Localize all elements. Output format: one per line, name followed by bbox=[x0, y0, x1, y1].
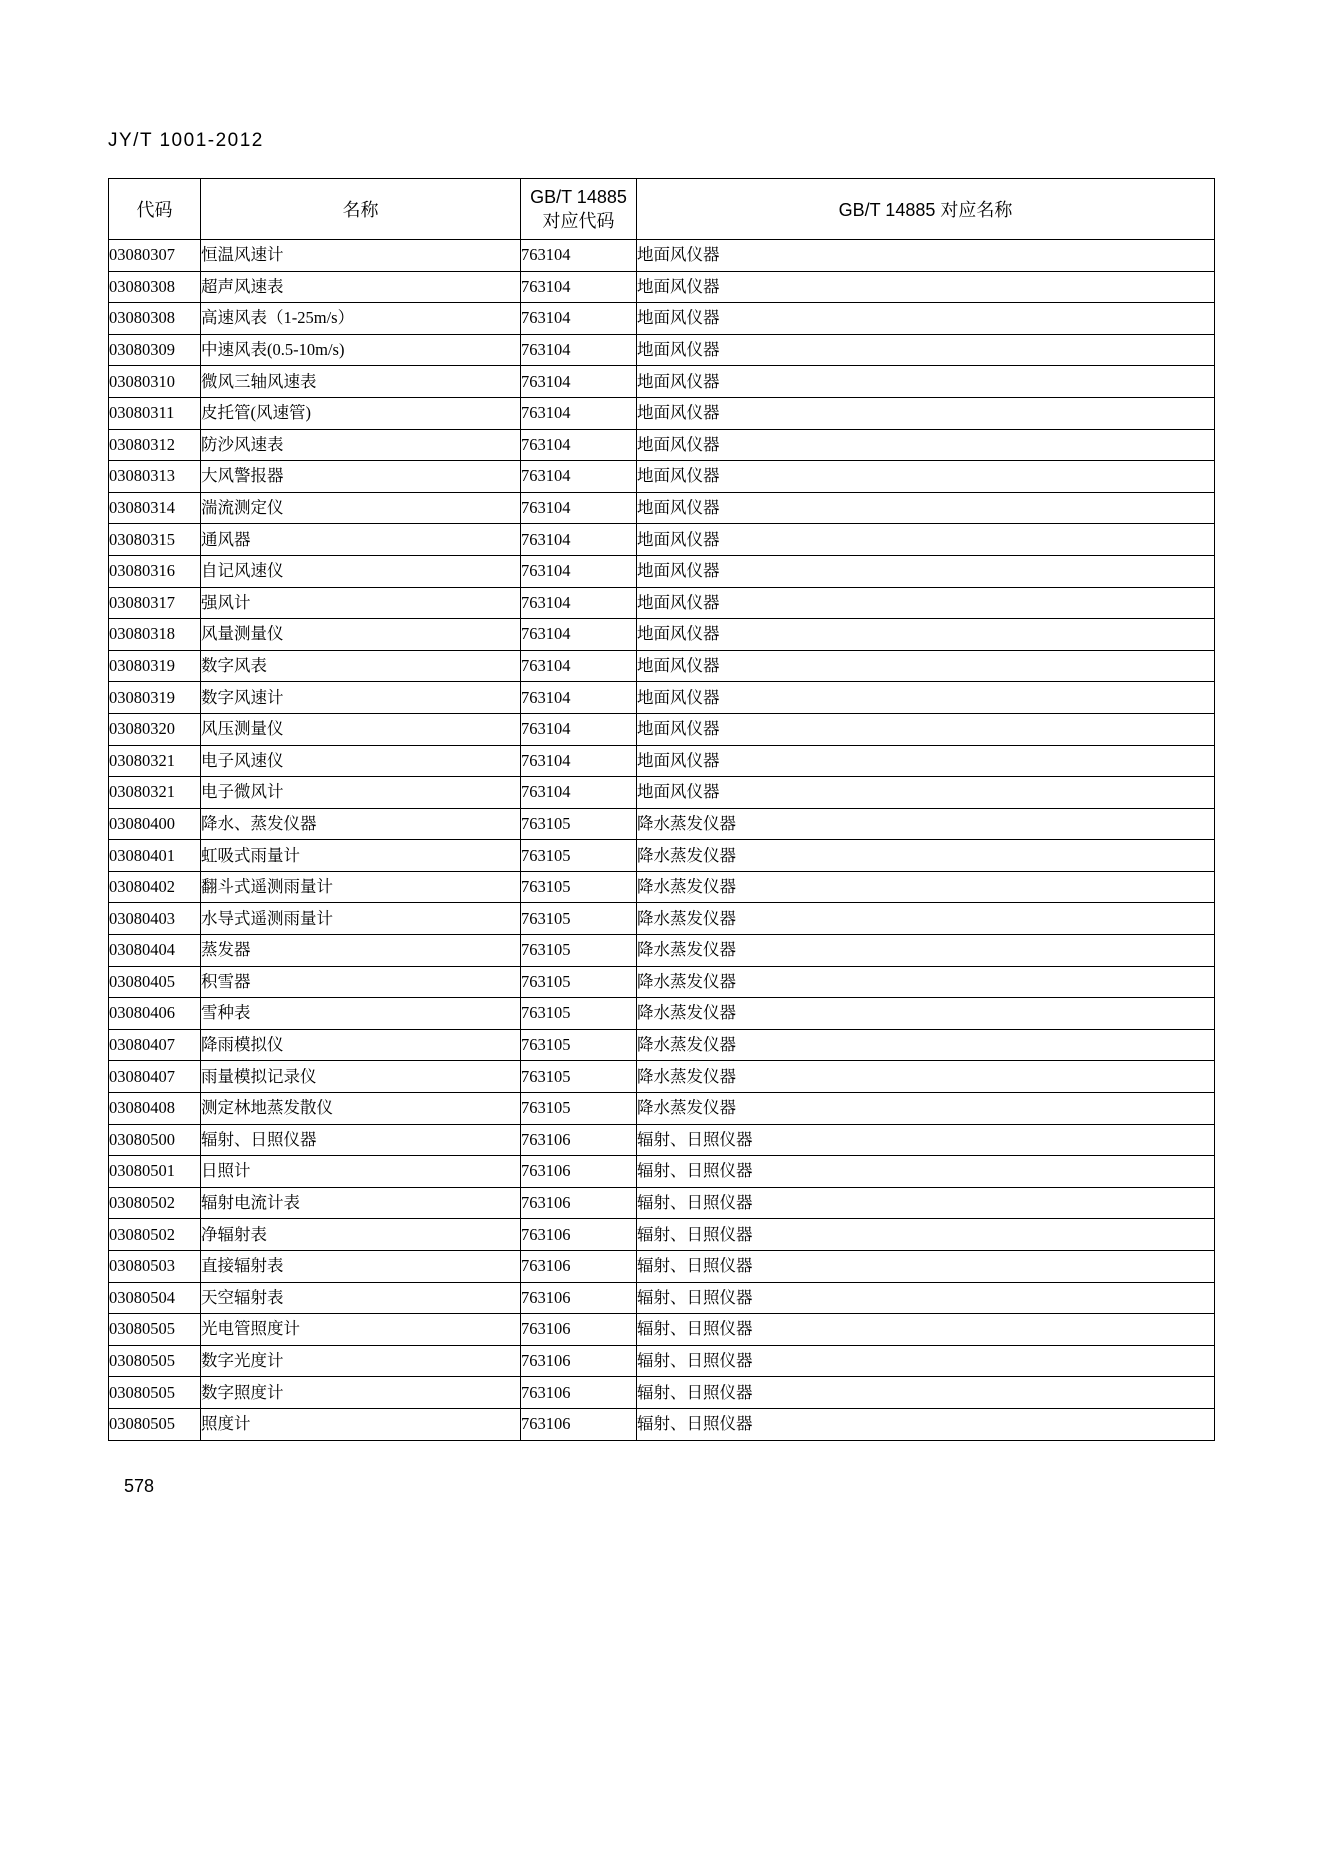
column-header-code: 代码 bbox=[109, 179, 201, 240]
cell-gb-name: 辐射、日照仪器 bbox=[637, 1282, 1215, 1314]
cell-gb-code: 763106 bbox=[521, 1282, 637, 1314]
column-header-gb-code bbox=[521, 179, 637, 240]
cell-gb-code: 763104 bbox=[521, 524, 637, 556]
table-row bbox=[109, 713, 1215, 745]
table-row bbox=[109, 808, 1215, 840]
cell-code: 03080505 bbox=[109, 1345, 201, 1377]
cell-name: 皮托管(风速管) bbox=[201, 397, 521, 429]
table-row bbox=[109, 1314, 1215, 1346]
cell-gb-code: 763106 bbox=[521, 1219, 637, 1251]
table-row bbox=[109, 998, 1215, 1030]
cell-gb-code: 763104 bbox=[521, 682, 637, 714]
table-row bbox=[109, 334, 1215, 366]
cell-code: 03080318 bbox=[109, 619, 201, 651]
cell-code: 03080503 bbox=[109, 1251, 201, 1283]
cell-code: 03080320 bbox=[109, 713, 201, 745]
table-row bbox=[109, 903, 1215, 935]
cell-name: 直接辐射表 bbox=[201, 1251, 521, 1283]
cell-gb-code: 763104 bbox=[521, 713, 637, 745]
cell-name: 天空辐射表 bbox=[201, 1282, 521, 1314]
cell-code: 03080311 bbox=[109, 397, 201, 429]
table-row bbox=[109, 1156, 1215, 1188]
table-row bbox=[109, 682, 1215, 714]
cell-name: 积雪器 bbox=[201, 966, 521, 998]
cell-gb-name: 地面风仪器 bbox=[637, 240, 1215, 272]
cell-name: 微风三轴风速表 bbox=[201, 366, 521, 398]
cell-gb-name: 地面风仪器 bbox=[637, 461, 1215, 493]
cell-gb-name: 地面风仪器 bbox=[637, 334, 1215, 366]
cell-name: 雪种表 bbox=[201, 998, 521, 1030]
cell-code: 03080321 bbox=[109, 777, 201, 809]
cell-gb-name: 辐射、日照仪器 bbox=[637, 1314, 1215, 1346]
cell-code: 03080401 bbox=[109, 840, 201, 872]
column-header-gb-code-line1: GB/T 14885 bbox=[530, 186, 627, 207]
table-row bbox=[109, 271, 1215, 303]
cell-name: 电子微风计 bbox=[201, 777, 521, 809]
table-row bbox=[109, 587, 1215, 619]
cell-gb-name: 地面风仪器 bbox=[637, 397, 1215, 429]
cell-code: 03080307 bbox=[109, 240, 201, 272]
cell-code: 03080321 bbox=[109, 745, 201, 777]
cell-gb-code: 763104 bbox=[521, 366, 637, 398]
table-row bbox=[109, 619, 1215, 651]
table-row bbox=[109, 240, 1215, 272]
table-row bbox=[109, 1251, 1215, 1283]
document-header: JY/T 1001-2012 bbox=[108, 130, 264, 151]
cell-gb-code: 763105 bbox=[521, 840, 637, 872]
cell-gb-name: 地面风仪器 bbox=[637, 492, 1215, 524]
cell-gb-code: 763105 bbox=[521, 1093, 637, 1125]
cell-name: 雨量模拟记录仪 bbox=[201, 1061, 521, 1093]
table-row bbox=[109, 524, 1215, 556]
table-row bbox=[109, 303, 1215, 335]
table-row bbox=[109, 1093, 1215, 1125]
cell-gb-code: 763104 bbox=[521, 271, 637, 303]
cell-gb-code: 763105 bbox=[521, 998, 637, 1030]
cell-gb-code: 763104 bbox=[521, 397, 637, 429]
cell-gb-name: 辐射、日照仪器 bbox=[637, 1408, 1215, 1440]
cell-name: 电子风速仪 bbox=[201, 745, 521, 777]
cell-code: 03080407 bbox=[109, 1061, 201, 1093]
cell-name: 通风器 bbox=[201, 524, 521, 556]
cell-gb-name: 辐射、日照仪器 bbox=[637, 1187, 1215, 1219]
cell-gb-name: 地面风仪器 bbox=[637, 713, 1215, 745]
table-row bbox=[109, 871, 1215, 903]
cell-gb-name: 辐射、日照仪器 bbox=[637, 1124, 1215, 1156]
table-row bbox=[109, 1061, 1215, 1093]
cell-gb-name: 辐射、日照仪器 bbox=[637, 1251, 1215, 1283]
table-row bbox=[109, 1219, 1215, 1251]
cell-gb-name: 降水蒸发仪器 bbox=[637, 1061, 1215, 1093]
cell-code: 03080408 bbox=[109, 1093, 201, 1125]
table-row bbox=[109, 935, 1215, 967]
cell-name: 湍流测定仪 bbox=[201, 492, 521, 524]
cell-gb-code: 763105 bbox=[521, 1029, 637, 1061]
table-row bbox=[109, 461, 1215, 493]
cell-code: 03080504 bbox=[109, 1282, 201, 1314]
cell-name: 数字光度计 bbox=[201, 1345, 521, 1377]
cell-name: 蒸发器 bbox=[201, 935, 521, 967]
cell-name: 降水、蒸发仪器 bbox=[201, 808, 521, 840]
cell-code: 03080400 bbox=[109, 808, 201, 840]
table-row bbox=[109, 1029, 1215, 1061]
table-row bbox=[109, 1187, 1215, 1219]
cell-gb-code: 763104 bbox=[521, 650, 637, 682]
cell-name: 防沙风速表 bbox=[201, 429, 521, 461]
cell-gb-code: 763105 bbox=[521, 808, 637, 840]
cell-gb-name: 辐射、日照仪器 bbox=[637, 1377, 1215, 1409]
cell-code: 03080501 bbox=[109, 1156, 201, 1188]
cell-name: 光电管照度计 bbox=[201, 1314, 521, 1346]
cell-code: 03080315 bbox=[109, 524, 201, 556]
cell-name: 照度计 bbox=[201, 1408, 521, 1440]
cell-gb-code: 763105 bbox=[521, 1061, 637, 1093]
cell-gb-name: 地面风仪器 bbox=[637, 524, 1215, 556]
cell-name: 降雨模拟仪 bbox=[201, 1029, 521, 1061]
cell-gb-name: 地面风仪器 bbox=[637, 650, 1215, 682]
cell-gb-code: 763106 bbox=[521, 1124, 637, 1156]
cell-name: 超声风速表 bbox=[201, 271, 521, 303]
table-row bbox=[109, 1377, 1215, 1409]
table-row bbox=[109, 1345, 1215, 1377]
cell-gb-code: 763104 bbox=[521, 303, 637, 335]
cell-gb-name: 降水蒸发仪器 bbox=[637, 935, 1215, 967]
cell-gb-code: 763105 bbox=[521, 935, 637, 967]
table-row bbox=[109, 1124, 1215, 1156]
cell-gb-code: 763104 bbox=[521, 429, 637, 461]
cell-gb-code: 763106 bbox=[521, 1156, 637, 1188]
column-header-gb-code-line2: 对应代码 bbox=[542, 211, 615, 231]
table-header-row bbox=[109, 179, 1215, 240]
cell-name: 日照计 bbox=[201, 1156, 521, 1188]
cell-code: 03080308 bbox=[109, 303, 201, 335]
cell-gb-code: 763106 bbox=[521, 1314, 637, 1346]
cell-gb-name: 辐射、日照仪器 bbox=[637, 1345, 1215, 1377]
cell-code: 03080317 bbox=[109, 587, 201, 619]
cell-gb-name: 降水蒸发仪器 bbox=[637, 1093, 1215, 1125]
cell-gb-code: 763104 bbox=[521, 555, 637, 587]
table-row bbox=[109, 397, 1215, 429]
cell-name: 数字照度计 bbox=[201, 1377, 521, 1409]
cell-gb-code: 763106 bbox=[521, 1377, 637, 1409]
cell-code: 03080407 bbox=[109, 1029, 201, 1061]
column-header-name: 名称 bbox=[201, 179, 521, 240]
cell-gb-code: 763104 bbox=[521, 777, 637, 809]
cell-code: 03080316 bbox=[109, 555, 201, 587]
equipment-code-table bbox=[108, 178, 1215, 1441]
cell-name: 强风计 bbox=[201, 587, 521, 619]
cell-gb-name: 地面风仪器 bbox=[637, 555, 1215, 587]
table-row bbox=[109, 777, 1215, 809]
cell-name: 恒温风速计 bbox=[201, 240, 521, 272]
cell-gb-code: 763104 bbox=[521, 619, 637, 651]
cell-name: 翻斗式遥测雨量计 bbox=[201, 871, 521, 903]
cell-name: 大风警报器 bbox=[201, 461, 521, 493]
table-row bbox=[109, 1408, 1215, 1440]
cell-code: 03080505 bbox=[109, 1314, 201, 1346]
cell-gb-code: 763105 bbox=[521, 903, 637, 935]
cell-code: 03080319 bbox=[109, 650, 201, 682]
cell-code: 03080404 bbox=[109, 935, 201, 967]
cell-name: 辐射电流计表 bbox=[201, 1187, 521, 1219]
cell-gb-name: 辐射、日照仪器 bbox=[637, 1219, 1215, 1251]
cell-gb-name: 降水蒸发仪器 bbox=[637, 840, 1215, 872]
cell-gb-name: 地面风仪器 bbox=[637, 682, 1215, 714]
table-row bbox=[109, 555, 1215, 587]
cell-gb-code: 763106 bbox=[521, 1187, 637, 1219]
cell-gb-name: 地面风仪器 bbox=[637, 587, 1215, 619]
cell-code: 03080406 bbox=[109, 998, 201, 1030]
cell-gb-code: 763104 bbox=[521, 240, 637, 272]
cell-gb-name: 地面风仪器 bbox=[637, 271, 1215, 303]
cell-code: 03080405 bbox=[109, 966, 201, 998]
cell-code: 03080502 bbox=[109, 1219, 201, 1251]
cell-code: 03080313 bbox=[109, 461, 201, 493]
cell-name: 高速风表（1-25m/s） bbox=[201, 303, 521, 335]
cell-gb-code: 763106 bbox=[521, 1345, 637, 1377]
cell-gb-name: 降水蒸发仪器 bbox=[637, 1029, 1215, 1061]
cell-gb-code: 763104 bbox=[521, 745, 637, 777]
cell-gb-name: 地面风仪器 bbox=[637, 745, 1215, 777]
cell-name: 数字风表 bbox=[201, 650, 521, 682]
cell-gb-name: 地面风仪器 bbox=[637, 429, 1215, 461]
cell-gb-code: 763104 bbox=[521, 461, 637, 493]
cell-name: 辐射、日照仪器 bbox=[201, 1124, 521, 1156]
cell-gb-name: 降水蒸发仪器 bbox=[637, 808, 1215, 840]
table-header bbox=[109, 179, 1215, 240]
table-row bbox=[109, 745, 1215, 777]
cell-code: 03080314 bbox=[109, 492, 201, 524]
cell-code: 03080310 bbox=[109, 366, 201, 398]
table-row bbox=[109, 366, 1215, 398]
cell-gb-name: 降水蒸发仪器 bbox=[637, 966, 1215, 998]
cell-code: 03080309 bbox=[109, 334, 201, 366]
cell-gb-code: 763104 bbox=[521, 334, 637, 366]
cell-gb-name: 降水蒸发仪器 bbox=[637, 903, 1215, 935]
page-number: 578 bbox=[124, 1476, 155, 1496]
table-row bbox=[109, 429, 1215, 461]
cell-code: 03080502 bbox=[109, 1187, 201, 1219]
cell-code: 03080500 bbox=[109, 1124, 201, 1156]
cell-gb-name: 辐射、日照仪器 bbox=[637, 1156, 1215, 1188]
cell-code: 03080312 bbox=[109, 429, 201, 461]
cell-code: 03080319 bbox=[109, 682, 201, 714]
cell-name: 风压测量仪 bbox=[201, 713, 521, 745]
cell-name: 测定林地蒸发散仪 bbox=[201, 1093, 521, 1125]
cell-code: 03080403 bbox=[109, 903, 201, 935]
cell-gb-code: 763104 bbox=[521, 492, 637, 524]
cell-gb-name: 降水蒸发仪器 bbox=[637, 998, 1215, 1030]
cell-code: 03080505 bbox=[109, 1408, 201, 1440]
cell-name: 数字风速计 bbox=[201, 682, 521, 714]
cell-gb-code: 763105 bbox=[521, 871, 637, 903]
cell-gb-name: 地面风仪器 bbox=[637, 619, 1215, 651]
cell-code: 03080402 bbox=[109, 871, 201, 903]
cell-gb-name: 地面风仪器 bbox=[637, 777, 1215, 809]
cell-name: 中速风表(0.5-10m/s) bbox=[201, 334, 521, 366]
table-body bbox=[109, 240, 1215, 1441]
table-row bbox=[109, 966, 1215, 998]
table-row bbox=[109, 492, 1215, 524]
table-row bbox=[109, 840, 1215, 872]
cell-name: 净辐射表 bbox=[201, 1219, 521, 1251]
cell-name: 虹吸式雨量计 bbox=[201, 840, 521, 872]
cell-name: 风量测量仪 bbox=[201, 619, 521, 651]
cell-gb-name: 降水蒸发仪器 bbox=[637, 871, 1215, 903]
cell-name: 自记风速仪 bbox=[201, 555, 521, 587]
column-header-gb-name: GB/T 14885 对应名称 bbox=[637, 179, 1215, 240]
cell-gb-name: 地面风仪器 bbox=[637, 366, 1215, 398]
cell-gb-name: 地面风仪器 bbox=[637, 303, 1215, 335]
cell-name: 水导式遥测雨量计 bbox=[201, 903, 521, 935]
table-row bbox=[109, 1282, 1215, 1314]
cell-code: 03080308 bbox=[109, 271, 201, 303]
cell-gb-code: 763104 bbox=[521, 587, 637, 619]
cell-gb-code: 763106 bbox=[521, 1408, 637, 1440]
cell-gb-code: 763106 bbox=[521, 1251, 637, 1283]
cell-gb-code: 763105 bbox=[521, 966, 637, 998]
cell-code: 03080505 bbox=[109, 1377, 201, 1409]
table-row bbox=[109, 650, 1215, 682]
